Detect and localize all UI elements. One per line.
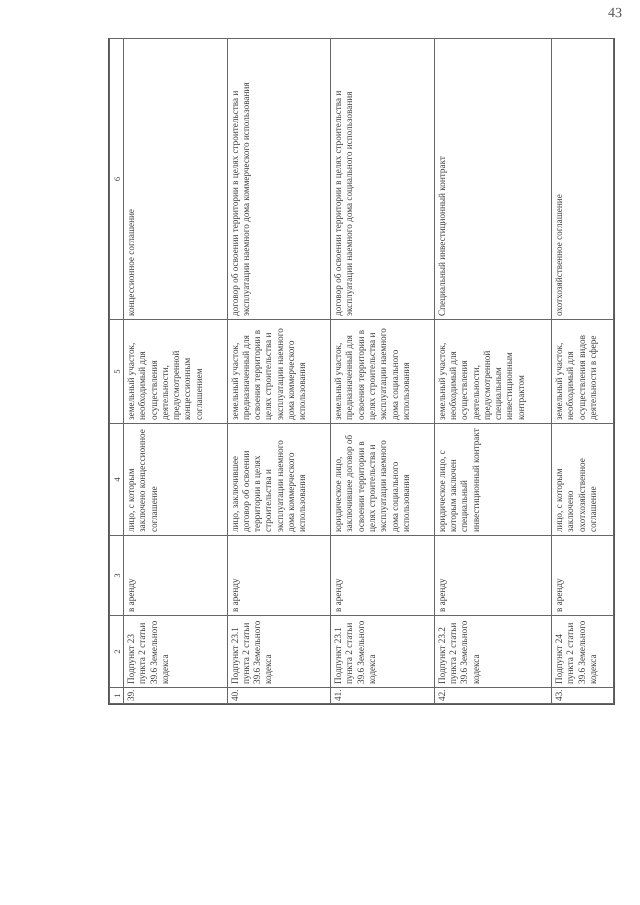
provision-form-cell: в аренду (227, 536, 331, 616)
table-row (434, 39, 551, 704)
rotated-table-wrapper (109, 39, 614, 704)
header-row (110, 39, 124, 704)
table-row (552, 39, 614, 704)
legal-basis-cell: Подпункт 24 пункта 2 статьи 39.6 Земельного кодекса (552, 616, 614, 688)
provision-form-cell: в аренду (331, 536, 435, 616)
row-number: 42. (434, 688, 551, 704)
documents-cell: концессионное соглашение (124, 39, 228, 320)
land-plot-cell: земельный участок, необходимый для осуществления видов деятельности в сфере (552, 320, 614, 424)
table-row (331, 39, 435, 704)
row-number: 39. (124, 688, 228, 704)
row-number: 41. (331, 688, 435, 704)
documents-cell: Специальный инвестиционный контракт (434, 39, 551, 320)
documents-cell: охотхозяйственное соглашение (552, 39, 614, 320)
header-cell-2: 2 (110, 616, 124, 688)
recipient-cell: юридическое лицо, с которым заключен специальный инвестиционный контракт (434, 424, 551, 536)
land-plot-cell: земельный участок, необходимый для осуществления деятельности, предусмотренной специальным инвестиционным контрактом (434, 320, 551, 424)
header-cell-5: 5 (110, 320, 124, 424)
provision-form-cell: в аренду (124, 536, 228, 616)
provision-form-cell: в аренду (434, 536, 551, 616)
recipient-cell: юридическое лицо, заключившее договор об освоении территории в целях строительства и эксплуатации наемного дома социального использования (331, 424, 435, 536)
land-plot-cell: земельный участок, предназначенный для освоения территории в целях строительства и эксплуатации наемного дома социального использования (331, 320, 435, 424)
land-plot-cell: земельный участок, предназначенный для освоения территории в целях строительства и эксплуатации наемного дома коммерческого использования (227, 320, 331, 424)
legal-basis-cell: Подпункт 23 пункта 2 статьи 39.6 Земельного кодекса (124, 616, 228, 688)
page-number: 43 (607, 5, 623, 22)
recipient-cell: лицо, заключившее договор об освоении территории в целях строительства и эксплуатации наемного дома коммерческого использования (227, 424, 331, 536)
row-number: 43. (552, 688, 614, 704)
header-cell-3: 3 (110, 536, 124, 616)
legal-basis-cell: Подпункт 23.2 пункта 2 статьи 39.6 Земельного кодекса (434, 616, 551, 688)
provision-form-cell: в аренду (552, 536, 614, 616)
recipient-cell: лицо, с которым заключено концессионное соглашение (124, 424, 228, 536)
document-table-frame (108, 38, 615, 705)
table-row (227, 39, 331, 704)
documents-cell: договор об освоении территории в целях строительства и эксплуатации наемного дома коммерческого использования (227, 39, 331, 320)
header-cell-4: 4 (110, 424, 124, 536)
documents-cell: договор об освоении территории в целях строительства и эксплуатации наемного дома социального использования (331, 39, 435, 320)
legal-basis-cell: Подпункт 23.1 пункта 2 статьи 39.6 Земельного кодекса (227, 616, 331, 688)
header-cell-1: 1 (110, 688, 124, 704)
land-plot-cell: земельный участок, необходимый для осуществления деятельности, предусмотренной концессионным соглашением (124, 320, 228, 424)
table-row (124, 39, 228, 704)
land-provision-table (109, 38, 614, 704)
recipient-cell: лицо, с которым заключено охотхозяйственное соглашение (552, 424, 614, 536)
legal-basis-cell: Подпункт 23.1 пункта 2 статьи 39.6 Земельного кодекса (331, 616, 435, 688)
row-number: 40. (227, 688, 331, 704)
header-cell-6: 6 (110, 39, 124, 320)
